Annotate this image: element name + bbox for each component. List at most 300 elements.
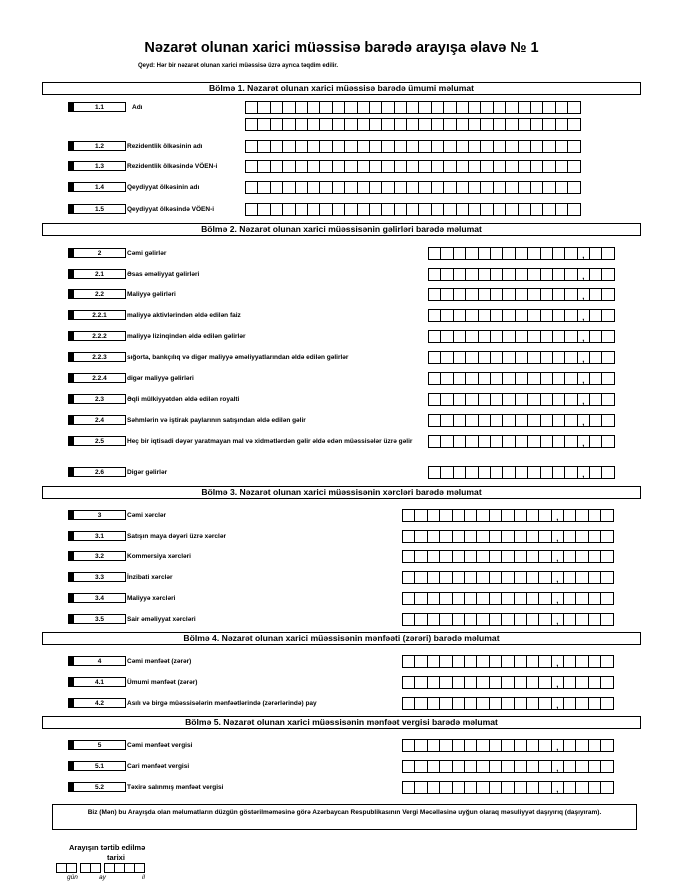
input-cell[interactable] <box>564 288 577 301</box>
input-cell[interactable] <box>514 571 527 584</box>
input-cell[interactable] <box>514 760 527 773</box>
input-cell[interactable] <box>505 181 518 194</box>
input-cell[interactable] <box>538 571 551 584</box>
input-cell[interactable] <box>563 592 576 605</box>
input-cell[interactable] <box>414 509 427 522</box>
input-cell[interactable] <box>453 288 466 301</box>
input-cell[interactable] <box>530 203 543 216</box>
input-cell[interactable] <box>344 203 357 216</box>
input-cell[interactable] <box>530 160 543 173</box>
input-cell[interactable] <box>600 760 613 773</box>
input-cell[interactable] <box>563 739 576 752</box>
input-cell[interactable] <box>257 140 270 153</box>
row-input-cells[interactable] <box>428 247 615 260</box>
input-cell[interactable] <box>439 739 452 752</box>
input-cell[interactable] <box>402 509 415 522</box>
input-cell[interactable] <box>418 140 431 153</box>
input-cell[interactable] <box>270 118 283 131</box>
input-cell[interactable] <box>555 101 568 114</box>
input-cell[interactable] <box>440 414 453 427</box>
input-cell[interactable] <box>476 530 489 543</box>
input-cell[interactable] <box>440 393 453 406</box>
input-cell[interactable] <box>575 571 588 584</box>
input-cell[interactable] <box>402 697 415 710</box>
input-cell[interactable] <box>555 203 568 216</box>
input-cell[interactable] <box>589 288 602 301</box>
input-cell[interactable] <box>414 676 427 689</box>
input-cell[interactable] <box>588 613 601 626</box>
input-cell[interactable] <box>514 592 527 605</box>
input-cell[interactable] <box>431 140 444 153</box>
input-cell[interactable] <box>514 613 527 626</box>
decimal-separator[interactable]: , <box>577 309 590 322</box>
input-cell[interactable] <box>493 160 506 173</box>
input-cell[interactable] <box>394 140 407 153</box>
input-cell[interactable] <box>526 781 539 794</box>
input-cell[interactable] <box>476 739 489 752</box>
input-cell[interactable] <box>456 203 469 216</box>
input-cell[interactable] <box>552 372 565 385</box>
input-cell[interactable] <box>369 203 382 216</box>
input-cell[interactable] <box>369 140 382 153</box>
input-cell[interactable] <box>518 203 531 216</box>
input-cell[interactable] <box>518 118 531 131</box>
input-cell[interactable] <box>452 655 465 668</box>
input-cell[interactable] <box>456 118 469 131</box>
input-cell[interactable] <box>440 435 453 448</box>
row-input-cells[interactable] <box>245 160 581 173</box>
input-cell[interactable] <box>406 181 419 194</box>
input-cell[interactable] <box>502 309 515 322</box>
input-cell[interactable] <box>518 160 531 173</box>
input-cell[interactable] <box>540 372 553 385</box>
input-cell[interactable] <box>406 160 419 173</box>
input-cell[interactable] <box>575 739 588 752</box>
input-cell[interactable] <box>428 330 441 343</box>
input-cell[interactable] <box>319 101 332 114</box>
input-cell[interactable] <box>452 760 465 773</box>
input-cell[interactable] <box>490 466 503 479</box>
input-cell[interactable] <box>575 760 588 773</box>
input-cell[interactable] <box>563 760 576 773</box>
input-cell[interactable] <box>527 309 540 322</box>
input-cell[interactable] <box>245 160 258 173</box>
input-cell[interactable] <box>563 613 576 626</box>
input-cell[interactable] <box>464 760 477 773</box>
input-cell[interactable] <box>440 372 453 385</box>
date-input-cell[interactable] <box>90 863 101 873</box>
input-cell[interactable] <box>245 118 258 131</box>
input-cell[interactable] <box>600 550 613 563</box>
row-input-cells[interactable] <box>402 613 614 626</box>
input-cell[interactable] <box>515 466 528 479</box>
input-cell[interactable] <box>526 571 539 584</box>
input-cell[interactable] <box>588 760 601 773</box>
input-cell[interactable] <box>542 203 555 216</box>
input-cell[interactable] <box>476 571 489 584</box>
input-cell[interactable] <box>540 268 553 281</box>
input-cell[interactable] <box>600 781 613 794</box>
input-cell[interactable] <box>453 414 466 427</box>
input-cell[interactable] <box>589 309 602 322</box>
input-cell[interactable] <box>540 393 553 406</box>
row-input-cells[interactable] <box>402 550 614 563</box>
input-cell[interactable] <box>414 760 427 773</box>
input-cell[interactable] <box>538 697 551 710</box>
input-cell[interactable] <box>453 351 466 364</box>
input-cell[interactable] <box>453 393 466 406</box>
input-cell[interactable] <box>295 181 308 194</box>
input-cell[interactable] <box>257 118 270 131</box>
input-cell[interactable] <box>501 571 514 584</box>
input-cell[interactable] <box>526 509 539 522</box>
input-cell[interactable] <box>515 351 528 364</box>
input-cell[interactable] <box>601 414 614 427</box>
input-cell[interactable] <box>530 101 543 114</box>
input-cell[interactable] <box>464 697 477 710</box>
row-input-cells[interactable] <box>428 288 615 301</box>
input-cell[interactable] <box>418 160 431 173</box>
input-cell[interactable] <box>282 203 295 216</box>
input-cell[interactable] <box>490 330 503 343</box>
input-cell[interactable] <box>601 268 614 281</box>
input-cell[interactable] <box>514 655 527 668</box>
input-cell[interactable] <box>489 509 502 522</box>
input-cell[interactable] <box>468 203 481 216</box>
input-cell[interactable] <box>452 676 465 689</box>
input-cell[interactable] <box>540 309 553 322</box>
input-cell[interactable] <box>490 372 503 385</box>
input-cell[interactable] <box>555 160 568 173</box>
input-cell[interactable] <box>381 181 394 194</box>
input-cell[interactable] <box>601 393 614 406</box>
decimal-separator[interactable]: , <box>551 509 564 522</box>
decimal-separator[interactable]: , <box>577 268 590 281</box>
input-cell[interactable] <box>456 160 469 173</box>
input-cell[interactable] <box>332 118 345 131</box>
decimal-separator[interactable]: , <box>551 676 564 689</box>
decimal-separator[interactable]: , <box>577 330 590 343</box>
input-cell[interactable] <box>270 181 283 194</box>
input-cell[interactable] <box>526 550 539 563</box>
input-cell[interactable] <box>540 247 553 260</box>
input-cell[interactable] <box>428 372 441 385</box>
input-cell[interactable] <box>600 697 613 710</box>
input-cell[interactable] <box>515 309 528 322</box>
input-cell[interactable] <box>245 203 258 216</box>
input-cell[interactable] <box>402 781 415 794</box>
input-cell[interactable] <box>456 140 469 153</box>
input-cell[interactable] <box>332 203 345 216</box>
input-cell[interactable] <box>489 781 502 794</box>
input-cell[interactable] <box>344 181 357 194</box>
input-cell[interactable] <box>542 181 555 194</box>
input-cell[interactable] <box>465 466 478 479</box>
input-cell[interactable] <box>414 613 427 626</box>
input-cell[interactable] <box>502 372 515 385</box>
input-cell[interactable] <box>418 203 431 216</box>
input-cell[interactable] <box>588 655 601 668</box>
input-cell[interactable] <box>428 435 441 448</box>
input-cell[interactable] <box>443 101 456 114</box>
input-cell[interactable] <box>468 118 481 131</box>
input-cell[interactable] <box>530 118 543 131</box>
input-cell[interactable] <box>428 466 441 479</box>
input-cell[interactable] <box>257 203 270 216</box>
input-cell[interactable] <box>357 140 370 153</box>
row-input-cells[interactable] <box>428 309 615 322</box>
input-cell[interactable] <box>501 550 514 563</box>
input-cell[interactable] <box>431 203 444 216</box>
input-cell[interactable] <box>538 781 551 794</box>
input-cell[interactable] <box>480 203 493 216</box>
input-cell[interactable] <box>527 393 540 406</box>
input-cell[interactable] <box>575 550 588 563</box>
input-cell[interactable] <box>406 101 419 114</box>
input-cell[interactable] <box>427 739 440 752</box>
input-cell[interactable] <box>589 466 602 479</box>
input-cell[interactable] <box>428 309 441 322</box>
row-input-cells[interactable] <box>402 739 614 752</box>
input-cell[interactable] <box>427 676 440 689</box>
input-cell[interactable] <box>478 351 491 364</box>
input-cell[interactable] <box>307 160 320 173</box>
input-cell[interactable] <box>601 288 614 301</box>
decimal-separator[interactable]: , <box>551 781 564 794</box>
input-cell[interactable] <box>527 414 540 427</box>
input-cell[interactable] <box>476 760 489 773</box>
input-cell[interactable] <box>505 101 518 114</box>
input-cell[interactable] <box>575 613 588 626</box>
input-cell[interactable] <box>527 288 540 301</box>
input-cell[interactable] <box>601 309 614 322</box>
input-cell[interactable] <box>464 509 477 522</box>
input-cell[interactable] <box>465 351 478 364</box>
decimal-separator[interactable]: , <box>577 393 590 406</box>
input-cell[interactable] <box>452 509 465 522</box>
input-cell[interactable] <box>589 268 602 281</box>
input-cell[interactable] <box>465 435 478 448</box>
input-cell[interactable] <box>440 247 453 260</box>
input-cell[interactable] <box>439 697 452 710</box>
input-cell[interactable] <box>526 530 539 543</box>
input-cell[interactable] <box>282 118 295 131</box>
input-cell[interactable] <box>588 781 601 794</box>
input-cell[interactable] <box>307 181 320 194</box>
input-cell[interactable] <box>502 466 515 479</box>
input-cell[interactable] <box>357 203 370 216</box>
row-input-cells[interactable] <box>402 592 614 605</box>
input-cell[interactable] <box>439 760 452 773</box>
input-cell[interactable] <box>538 592 551 605</box>
input-cell[interactable] <box>527 351 540 364</box>
input-cell[interactable] <box>465 372 478 385</box>
input-cell[interactable] <box>567 203 580 216</box>
input-cell[interactable] <box>428 247 441 260</box>
decimal-separator[interactable]: , <box>577 351 590 364</box>
input-cell[interactable] <box>443 160 456 173</box>
input-cell[interactable] <box>564 435 577 448</box>
input-cell[interactable] <box>431 101 444 114</box>
input-cell[interactable] <box>567 181 580 194</box>
input-cell[interactable] <box>514 509 527 522</box>
input-cell[interactable] <box>414 739 427 752</box>
input-cell[interactable] <box>402 655 415 668</box>
input-cell[interactable] <box>381 118 394 131</box>
row-input-cells[interactable] <box>428 351 615 364</box>
input-cell[interactable] <box>493 101 506 114</box>
input-cell[interactable] <box>526 592 539 605</box>
input-cell[interactable] <box>453 466 466 479</box>
input-cell[interactable] <box>402 739 415 752</box>
input-cell[interactable] <box>452 697 465 710</box>
input-cell[interactable] <box>414 592 427 605</box>
input-cell[interactable] <box>295 118 308 131</box>
input-cell[interactable] <box>464 781 477 794</box>
input-cell[interactable] <box>332 160 345 173</box>
input-cell[interactable] <box>502 393 515 406</box>
input-cell[interactable] <box>552 414 565 427</box>
input-cell[interactable] <box>439 592 452 605</box>
input-cell[interactable] <box>502 268 515 281</box>
decimal-separator[interactable]: , <box>551 739 564 752</box>
input-cell[interactable] <box>552 330 565 343</box>
input-cell[interactable] <box>493 118 506 131</box>
input-cell[interactable] <box>505 160 518 173</box>
input-cell[interactable] <box>588 676 601 689</box>
input-cell[interactable] <box>476 781 489 794</box>
input-cell[interactable] <box>515 288 528 301</box>
row-input-cells[interactable] <box>428 372 615 385</box>
input-cell[interactable] <box>502 435 515 448</box>
input-cell[interactable] <box>555 118 568 131</box>
row-input-cells[interactable] <box>402 571 614 584</box>
input-cell[interactable] <box>464 550 477 563</box>
input-cell[interactable] <box>538 676 551 689</box>
input-cell[interactable] <box>468 160 481 173</box>
input-cell[interactable] <box>514 739 527 752</box>
input-cell[interactable] <box>443 181 456 194</box>
input-cell[interactable] <box>344 160 357 173</box>
input-cell[interactable] <box>575 655 588 668</box>
input-cell[interactable] <box>443 203 456 216</box>
row-input-cells[interactable] <box>245 140 581 153</box>
input-cell[interactable] <box>319 140 332 153</box>
input-cell[interactable] <box>501 760 514 773</box>
input-cell[interactable] <box>514 530 527 543</box>
input-cell[interactable] <box>501 676 514 689</box>
input-cell[interactable] <box>295 203 308 216</box>
input-cell[interactable] <box>526 760 539 773</box>
input-cell[interactable] <box>564 414 577 427</box>
input-cell[interactable] <box>538 655 551 668</box>
input-cell[interactable] <box>589 372 602 385</box>
input-cell[interactable] <box>307 203 320 216</box>
input-cell[interactable] <box>564 372 577 385</box>
input-cell[interactable] <box>456 181 469 194</box>
input-cell[interactable] <box>282 101 295 114</box>
input-cell[interactable] <box>357 181 370 194</box>
input-cell[interactable] <box>427 781 440 794</box>
input-cell[interactable] <box>428 351 441 364</box>
input-cell[interactable] <box>439 571 452 584</box>
input-cell[interactable] <box>443 118 456 131</box>
input-cell[interactable] <box>418 101 431 114</box>
input-cell[interactable] <box>490 414 503 427</box>
input-cell[interactable] <box>456 101 469 114</box>
input-cell[interactable] <box>514 781 527 794</box>
input-cell[interactable] <box>575 697 588 710</box>
input-cell[interactable] <box>527 372 540 385</box>
input-cell[interactable] <box>468 140 481 153</box>
input-cell[interactable] <box>526 676 539 689</box>
input-cell[interactable] <box>257 160 270 173</box>
input-cell[interactable] <box>552 435 565 448</box>
input-cell[interactable] <box>468 101 481 114</box>
input-cell[interactable] <box>427 655 440 668</box>
input-cell[interactable] <box>588 509 601 522</box>
row-input-cells[interactable] <box>402 697 614 710</box>
decimal-separator[interactable]: , <box>551 571 564 584</box>
input-cell[interactable] <box>526 697 539 710</box>
input-cell[interactable] <box>476 509 489 522</box>
input-cell[interactable] <box>452 613 465 626</box>
input-cell[interactable] <box>490 268 503 281</box>
input-cell[interactable] <box>589 247 602 260</box>
input-cell[interactable] <box>538 530 551 543</box>
input-cell[interactable] <box>443 140 456 153</box>
input-cell[interactable] <box>319 181 332 194</box>
input-cell[interactable] <box>465 330 478 343</box>
input-cell[interactable] <box>465 247 478 260</box>
input-cell[interactable] <box>564 393 577 406</box>
input-cell[interactable] <box>369 181 382 194</box>
input-cell[interactable] <box>589 351 602 364</box>
input-cell[interactable] <box>600 592 613 605</box>
input-cell[interactable] <box>501 530 514 543</box>
input-cell[interactable] <box>538 550 551 563</box>
decimal-separator[interactable]: , <box>577 414 590 427</box>
input-cell[interactable] <box>489 676 502 689</box>
input-cell[interactable] <box>245 101 258 114</box>
input-cell[interactable] <box>414 550 427 563</box>
input-cell[interactable] <box>439 613 452 626</box>
input-cell[interactable] <box>489 550 502 563</box>
input-cell[interactable] <box>394 181 407 194</box>
input-cell[interactable] <box>552 288 565 301</box>
input-cell[interactable] <box>601 351 614 364</box>
input-cell[interactable] <box>381 203 394 216</box>
row-input-cells[interactable] <box>428 414 615 427</box>
input-cell[interactable] <box>414 571 427 584</box>
input-cell[interactable] <box>452 550 465 563</box>
input-cell[interactable] <box>270 101 283 114</box>
input-cell[interactable] <box>600 655 613 668</box>
input-cell[interactable] <box>490 435 503 448</box>
input-cell[interactable] <box>478 330 491 343</box>
input-cell[interactable] <box>295 101 308 114</box>
input-cell[interactable] <box>245 181 258 194</box>
input-cell[interactable] <box>563 509 576 522</box>
input-cell[interactable] <box>478 309 491 322</box>
input-cell[interactable] <box>464 739 477 752</box>
input-cell[interactable] <box>476 550 489 563</box>
input-cell[interactable] <box>257 101 270 114</box>
input-cell[interactable] <box>526 655 539 668</box>
input-cell[interactable] <box>465 309 478 322</box>
input-cell[interactable] <box>480 181 493 194</box>
input-cell[interactable] <box>480 140 493 153</box>
